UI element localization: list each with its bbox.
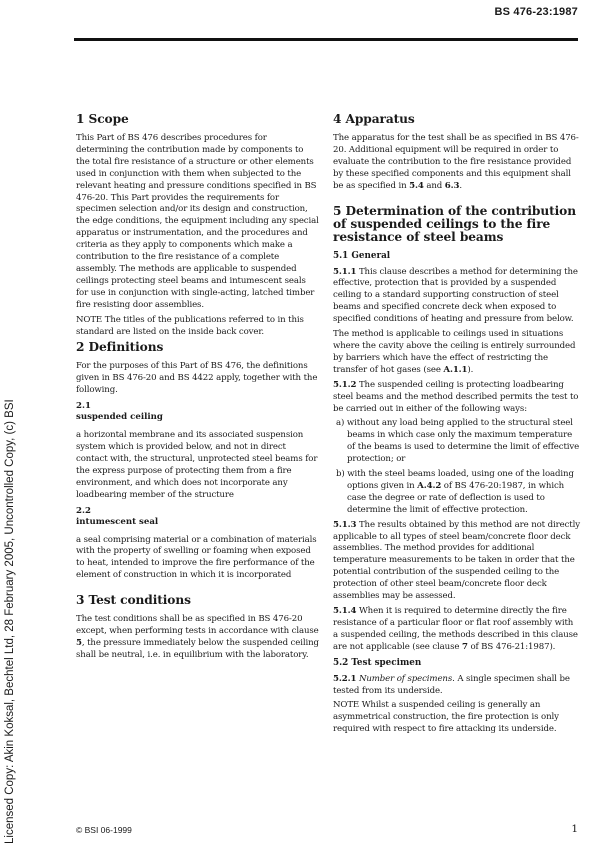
clause-ref: A.1.1 (443, 364, 468, 375)
specimen-note: NOTE Whilst a suspended ceiling is generally an asymmetrical construction, the fire protection is only required with respect to fire attacking its underside. (333, 700, 559, 735)
clause-5-2-1: 5.2.1 Number of specimens. A single specimen shall be tested from its underside. (333, 673, 570, 696)
copyright-footer: © BSI 06-1999 (76, 825, 132, 835)
list-item-b: b) with the steel beams loaded, using one of the loading options given in A.4.2 of BS 476-20:1987, in which case the degree or rate of deflection is used to determine the limit of effective protection. (336, 469, 574, 515)
clause-5-1-1-para2: The method is applicable to ceilings used in situations where the cavity above the ceiling is entirely surrounded by barriers which have the effect of restricting the transfer of hot gases (see A.1.1). (333, 329, 576, 375)
clause-5-1-4: 5.1.4 When it is required to determine directly the fire resistance of a particular floor or flat roof assembly with a suspended ceiling, the methods described in this clause are not applicable (see clause 7 of BS 476-21:1987). (333, 606, 578, 652)
left-column (76, 113, 319, 665)
license-notice: Licensed Copy: Akin Koksal, Bechtel Ltd, 28 February 2005, Uncontrolled Copy, (c) BSI (4, 399, 16, 844)
term-name: intumescent seal (76, 516, 159, 527)
clause-5-1-1: 5.1.1 This clause describes a method for determining the effective, protection that is provided by a suspended ceiling to a standard supporting construction of steel beams and specified concrete deck when exposed to specified conditions of heating and pressure from below. (333, 266, 578, 325)
test-conditions-body: The test conditions shall be as specified in BS 476-20 except, when performing tests in accordance with clause 5, the pressure immediately below the suspended ceiling shall be neutral, i.e. in equilibrium with the laboratory. (76, 614, 319, 660)
header-rule (74, 38, 578, 41)
definitions-intro: For the purposes of this Part of BS 476, the definitions given in BS 476-20 and BS 4422 apply, together with the following. (76, 361, 318, 396)
right-column (333, 113, 580, 739)
document-id: BS 476-23:1987 (494, 6, 578, 18)
clause-ref: 5 (76, 638, 82, 648)
page-number: 1 (571, 823, 578, 835)
scope-note: NOTE The titles of the publications referred to in this standard are listed on the inside back cover. (76, 314, 304, 337)
term-number: 2.2 (76, 505, 91, 516)
term-number: 2.1 (76, 401, 91, 412)
list-item-a: a) without any load being applied to the structural steel beams in which case only the maximum temperature of the beams is used to determine the limit of effective protection; or (336, 418, 580, 465)
clause-ref: A.4.2 (417, 480, 442, 491)
clause-ref: 7 (461, 641, 468, 652)
apparatus-body: The apparatus for the test shall be as specified in BS 476-20. Additional equipment will be required in order to evaluate the contribution to the fire resistance provided by these specified components and this equipment shall be as specified in 5.4 and 6.3. (333, 133, 579, 191)
term-definition: a seal comprising material or a combination of materials with the property of swelling or foaming when exposed to heat, intended to improve the fire performance of the element of construction in which it is incorporated (76, 534, 317, 581)
test-conditions-heading: 3 Test conditions (76, 593, 191, 608)
scope-heading: 1 Scope (76, 112, 129, 126)
clause-5-1-3: 5.1.3 The results obtained by this method are not directly applicable to all types of steel beam/concrete floor deck assemblies. The method provides for additional temperature measurements to be taken in order that the potential contribution of the suspended ceiling to the protection of other steel beam/concrete floor deck assemblies may be assessed. (333, 519, 580, 602)
clause-ref: 6.3 (444, 180, 460, 191)
clause-ref: 5.4 (409, 180, 424, 191)
apparatus-heading: 4 Apparatus (333, 112, 415, 126)
term-name: suspended ceiling (76, 412, 163, 423)
definitions-heading: 2 Definitions (76, 340, 164, 355)
scope-body: This Part of BS 476 describes procedures for determining the contribution made by components to the total fire resistance of a structure or other elements used in conjunction with them when subjected to the relevant heating and pressure conditions specified in BS 476-20. This Part provides the requirements for specimen selection and/or its design and construction, the edge conditions, the equipment including any special apparatus or instrumentation, and the procedures and criteria as they apply to components which make a contribution to the fire resistance of a complete assembly. The methods are applicable to suspended ceilings protecting steel beams and intumescent seals for use in conjunction with single-acting, latched timber fire resisting door assemblies. (76, 133, 319, 310)
test-specimen-heading: 5.2 Test specimen (333, 657, 422, 668)
term-definition: a horizontal membrane and its associated suspension system which is provided below, and not in direct contact with, the structural, unprotected steel beams for the express purpose of protecting them from a fire environment, and which does not incorporate any loadbearing member of the structure (76, 430, 318, 500)
section5-heading: 5 Determination of the contribution of suspended ceilings to the fire resistance of steel beams (333, 203, 576, 244)
clause-5-1-2: 5.1.2 The suspended ceiling is protecting loadbearing steel beams and the method described permits the test to be carried out in either of the following ways: (333, 379, 579, 414)
general-heading: 5.1 General (333, 250, 391, 261)
